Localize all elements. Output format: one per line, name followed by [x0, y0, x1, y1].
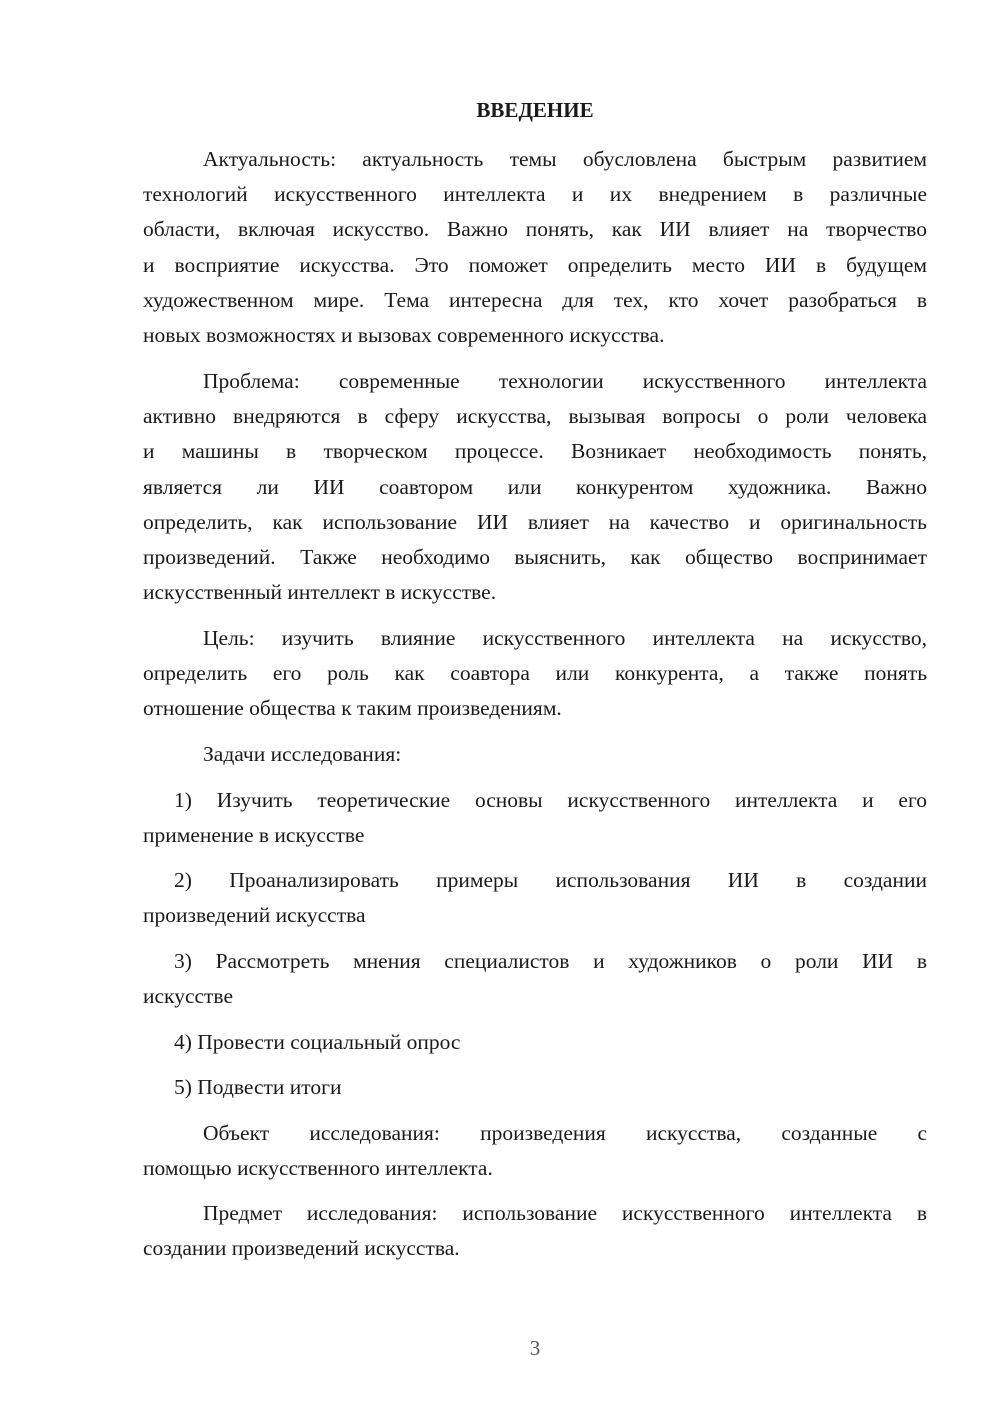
text-line: создании произведений искусства.	[143, 1236, 460, 1260]
text-line: помощью искусственного интеллекта.	[143, 1156, 493, 1180]
text-line: 2) Проанализировать примеры использования ИИ в создании	[174, 868, 927, 892]
text-line: Цель: изучить влияние искусственного интеллекта на искусство,	[203, 626, 927, 650]
text-line: определить его роль как соавтора или конкурента, а также понять	[143, 661, 927, 685]
text-line: Актуальность: актуальность темы обусловлена быстрым развитием	[203, 147, 927, 171]
text-line: искусственный интеллект в искусстве.	[143, 580, 497, 604]
page-number: 3	[529, 1336, 541, 1360]
text-line: технологий искусственного интеллекта и их внедрением в различные	[143, 182, 927, 206]
text-line: 5) Подвести итоги	[174, 1075, 342, 1099]
text-line: определить, как использование ИИ влияет на качество и оригинальность	[143, 510, 927, 534]
text-line: применение в искусстве	[143, 823, 365, 847]
text-line: новых возможностях и вызовах современного искусства.	[143, 323, 665, 347]
text-line: и машины в творческом процессе. Возникает необходимость понять,	[143, 439, 927, 463]
text-line: произведений искусства	[143, 903, 366, 927]
text-line: произведений. Также необходимо выяснить, как общество воспринимает	[143, 545, 927, 569]
text-line: 4) Провести социальный опрос	[174, 1030, 461, 1054]
text-line: Предмет исследования: использование искусственного интеллекта в	[203, 1201, 927, 1225]
text-line: отношение общества к таким произведениям.	[143, 696, 562, 720]
text-line: Объект исследования: произведения искусства, созданные с	[203, 1121, 927, 1145]
text-line: и восприятие искусства. Это поможет определить место ИИ в будущем	[143, 253, 927, 277]
text-line: художественном мире. Тема интересна для тех, кто хочет разобраться в	[143, 288, 927, 312]
text-line: активно внедряются в сферу искусства, вызывая вопросы о роли человека	[143, 404, 927, 428]
text-line: искусстве	[143, 984, 233, 1008]
text-line: является ли ИИ соавтором или конкурентом художника. Важно	[143, 475, 927, 499]
text-line: области, включая искусство. Важно понять, как ИИ влияет на творчество	[143, 217, 927, 241]
text-line: 3) Рассмотреть мнения специалистов и художников о роли ИИ в	[174, 949, 927, 973]
page-title: ВВЕДЕНИЕ	[476, 98, 594, 122]
text-line: Проблема: современные технологии искусственного интеллекта	[203, 369, 927, 393]
text-line: Задачи исследования:	[203, 742, 402, 766]
text-line: 1) Изучить теоретические основы искусственного интеллекта и его	[174, 788, 927, 812]
